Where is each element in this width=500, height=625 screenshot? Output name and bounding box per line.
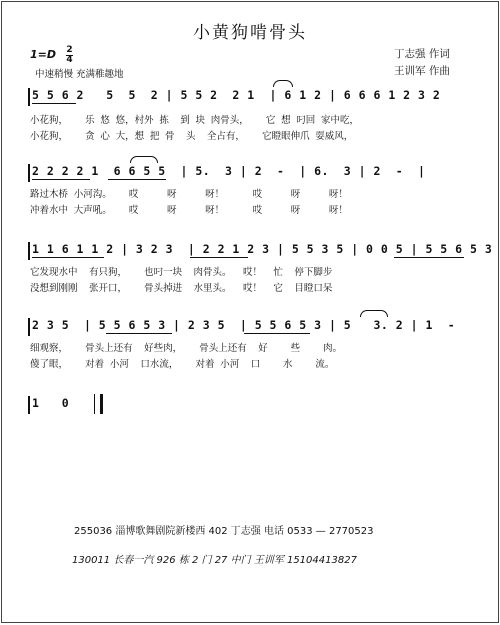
beam-mark [190,257,248,258]
beam-mark [244,333,310,334]
lyric-line-3b: 没想到刚刚 张开口， 骨头掉进 水里头。 哎！ 它 目瞪口呆 [30,283,333,294]
contact-line-1: 255036 淄博歌舞剧院新楼西 402 丁志强 电话 0533 — 2770523 [74,526,374,537]
lyric-line-3a: 它发现水中 有只狗， 也叼一块 肉骨头。 哎！ 忙 停下脚步 [30,267,333,278]
beam-mark [32,257,104,258]
score-line-3 [28,242,493,260]
lyric-line-1a: 小花狗， 乐 悠 悠，村外 拣 到 块 肉骨头， 它 想 叼回 家中吃， [30,115,360,126]
beam-mark [108,179,166,180]
composer-credit: 王训军 作曲 [394,65,450,77]
notation-line: 2 3 5 | 5 5 6 5 3 | 2 3 5 | 5 5 6 5 3 | 5 3. 2 | 1 - [32,318,456,332]
notation-line: 5 5 6 2 5 5 2 | 5 5 2 2 1 | 6 1 2 | 6 6 6 1 2 3 2 [32,88,441,102]
key-signature: 1=D [30,48,57,61]
tie-mark [130,156,158,163]
tie-mark [360,310,388,317]
song-title: 小黄狗啃骨头 [193,23,307,43]
score-page [1,1,499,623]
beam-mark [106,333,172,334]
tie-mark [273,80,293,87]
score-line-5 [28,396,100,414]
lyric-line-4a: 细观察， 骨头上还有 好些肉， 骨头上还有 好 些 肉。 [30,343,342,354]
beam-mark [32,103,76,104]
lyric-line-2a: 路过木桥 小河沟。 哎 呀 呀！ 哎 呀 呀！ [30,189,348,200]
lyric-line-2b: 冲着水中 大声吼。 哎 呀 呀！ 哎 呀 呀！ [30,205,348,216]
time-top: 2 [66,45,73,55]
time-signature [66,46,73,65]
score-line-1 [28,88,476,106]
tempo-marking: 中速稍慢 充满稚趣地 [35,69,124,80]
beam-mark [32,179,90,180]
notation-line: 1 1 6 1 1 2 | 3 2 3 | 2 2 1 2 3 | 5 5 3 5 | 0 0 5 | 5 5 6 5 3 [32,242,493,256]
lyricist-credit: 丁志强 作词 [394,48,450,60]
score-line-4 [28,318,476,336]
time-bottom: 4 [66,55,73,65]
notation-line: 1 0 [32,396,70,410]
score-line-2 [28,164,476,182]
lyric-line-1b: 小花狗， 贪 心 大，想 把 骨 头 全占有， 它瞪眼伸爪 耍威风， [30,131,354,142]
notation-line: 2 2 2 2 1 6 6 5 5 | 5. 3 | 2 - | 6. 3 | 2 - | [32,164,426,178]
final-barline [94,394,103,414]
lyric-line-4b: 傻了眼， 对着 小河 口水流， 对着 小河 口 水 流。 [30,359,335,370]
contact-line-2: 130011 长春一汽 926 栋 2 门 27 中门 王训军 15104413827 [72,555,357,566]
beam-mark [394,257,464,258]
